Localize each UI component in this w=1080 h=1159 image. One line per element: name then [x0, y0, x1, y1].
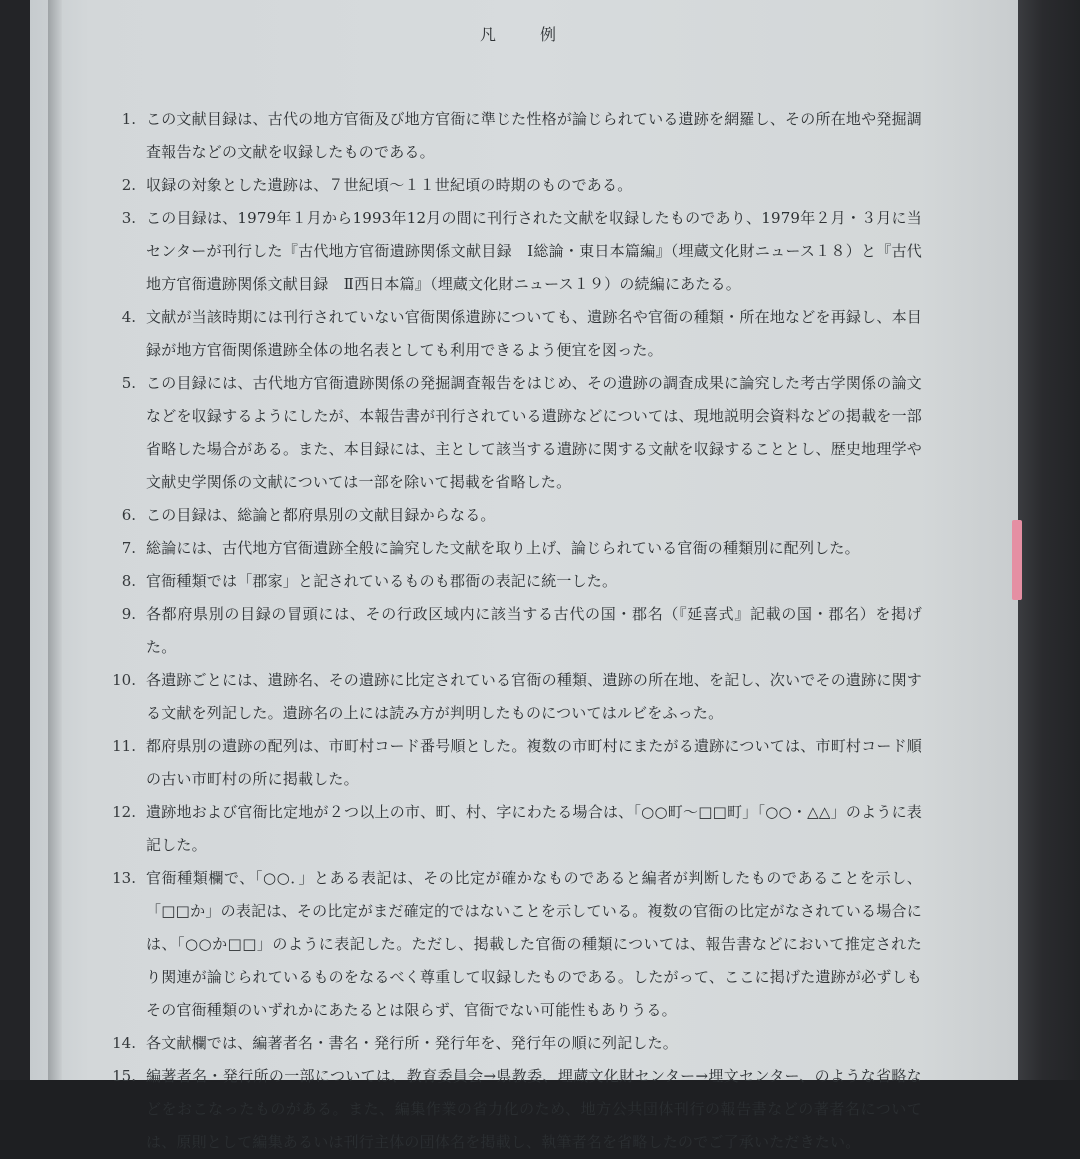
item-text: 官衙種類欄で、「○○．」とある表記は、その比定が確かなものであると編者が判断したものであることを示し、「□□か」の表記は、その比定がまだ確定的ではないことを示している。複数の官衙の比定がなされている場合には、「○○か□□」のように表記した。ただし、掲載した官衙の種類については、報告書などにおいて推定されたり関連が論じられているものをなるべく尊重して収録したものである。したがって、ここに掲げた遺跡が必ずしもその官衙種類のいずれかにあたるとは限らず、官衙でない可能性もありうる。 — [146, 869, 922, 1019]
item-number: 14. — [112, 1034, 136, 1052]
item-text: 各遺跡ごとには、遺跡名、その遺跡に比定されている官衙の種類、遺跡の所在地、を記し、次いでその遺跡に関する文献を列記した。遺跡名の上には読み方が判明したものについてはルビをふった。 — [146, 671, 922, 722]
item-number: 11. — [112, 737, 136, 755]
item-number: 3. — [121, 209, 136, 227]
list-item — [102, 532, 922, 565]
list-item — [102, 730, 922, 796]
background-shadow — [1018, 0, 1080, 1080]
list-item — [102, 598, 922, 664]
item-text: 各都府県別の目録の冒頭には、その行政区域内に該当する古代の国・郡名（『延喜式』記載の国・郡名）を掲げた。 — [146, 605, 922, 656]
item-number: 5. — [121, 374, 136, 392]
list-item — [102, 1027, 922, 1060]
item-number: 9. — [121, 605, 136, 623]
list-item — [102, 103, 922, 169]
list-item — [102, 796, 922, 862]
list-item — [102, 862, 922, 1027]
item-text: 総論には、古代地方官衙遺跡全般に論究した文献を取り上げ、論じられている官衙の種類別に配列した。 — [146, 539, 860, 557]
item-number: 2. — [121, 176, 136, 194]
item-text: 遺跡地および官衙比定地が２つ以上の市、町、村、字にわたる場合は、「○○町〜□□町」「○○・△△」のように表記した。 — [146, 803, 922, 854]
item-number: 6. — [121, 506, 136, 524]
sticky-tab — [1012, 520, 1022, 600]
list-item — [102, 301, 922, 367]
item-number: 7. — [121, 539, 136, 557]
item-text: 文献が当該時期には刊行されていない官衙関係遺跡についても、遺跡名や官衙の種類・所在地などを再録し、本目録が地方官衙関係遺跡全体の地名表としても利用できるよう便宜を図った。 — [146, 308, 922, 359]
list-item — [102, 664, 922, 730]
item-number: 13. — [112, 869, 136, 887]
item-text: 官衙種類では「郡家」と記されているものも郡衙の表記に統一した。 — [146, 572, 618, 590]
list-item — [102, 565, 922, 598]
item-number: 15. — [112, 1067, 136, 1085]
item-number: 10. — [112, 671, 136, 689]
list-item — [102, 202, 922, 301]
list-item — [102, 367, 922, 499]
item-text: 都府県別の遺跡の配列は、市町村コード番号順とした。複数の市町村にまたがる遺跡については、市町村コード順の古い市町村の所に掲載した。 — [146, 737, 922, 788]
document-page — [30, 0, 1020, 1151]
item-number: 8. — [121, 572, 136, 590]
item-number: 1. — [121, 110, 136, 128]
item-number: 4. — [121, 308, 136, 326]
page-title: 凡 例 — [479, 25, 570, 44]
item-text: この目録は、1979年１月から1993年12月の間に刊行された文献を収録したものであり、1979年２月・３月に当センターが刊行した『古代地方官衙遺跡関係文献目録 Ⅰ総論・東日本篇編』（埋蔵文化財ニュース１８）と『古代地方官衙遺跡関係文献目録 Ⅱ西日本篇』（埋蔵文化財ニュース１９）の続編にあたる。 — [146, 209, 922, 293]
item-text: 収録の対象とした遺跡は、７世紀頃〜１１世紀頃の時期のものである。 — [146, 176, 633, 194]
item-text: この目録には、古代地方官衙遺跡関係の発掘調査報告をはじめ、その遺跡の調査成果に論究した考古学関係の論文などを収録するようにしたが、本報告書が刊行されている遺跡などについては、現地説明会資料などの掲載を一部省略した場合がある。また、本目録には、主として該当する遺跡に関する文献を収録することとし、歴史地理学や文献史学関係の文献については一部を除いて掲載を省略した。 — [146, 374, 922, 491]
item-text: 各文献欄では、編著者名・書名・発行所・発行年を、発行年の順に列記した。 — [146, 1034, 679, 1052]
list-item — [102, 499, 922, 532]
item-text: この文献目録は、古代の地方官衙及び地方官衙に準じた性格が論じられている遺跡を網羅し、その所在地や発掘調査報告などの文献を収録したものである。 — [146, 110, 922, 161]
list-item — [102, 1060, 922, 1159]
page-edge — [48, 0, 62, 1080]
list-item — [102, 169, 922, 202]
item-number: 12. — [112, 803, 136, 821]
item-text: この目録は、総論と都府県別の文献目録からなる。 — [146, 506, 496, 524]
item-text: 編著者名・発行所の一部については、教育委員会→県教委、埋蔵文化財センター→埋文センター、のような省略などをおこなったものがある。また、編集作業の省力化のため、地方公共団体刊行の報告書などの著者名については、原則として編集あるいは刊行主体の団体名を掲載し、執筆者名を省略したのでご了承いただきたい。 — [146, 1067, 922, 1151]
notes-list — [102, 103, 922, 1159]
